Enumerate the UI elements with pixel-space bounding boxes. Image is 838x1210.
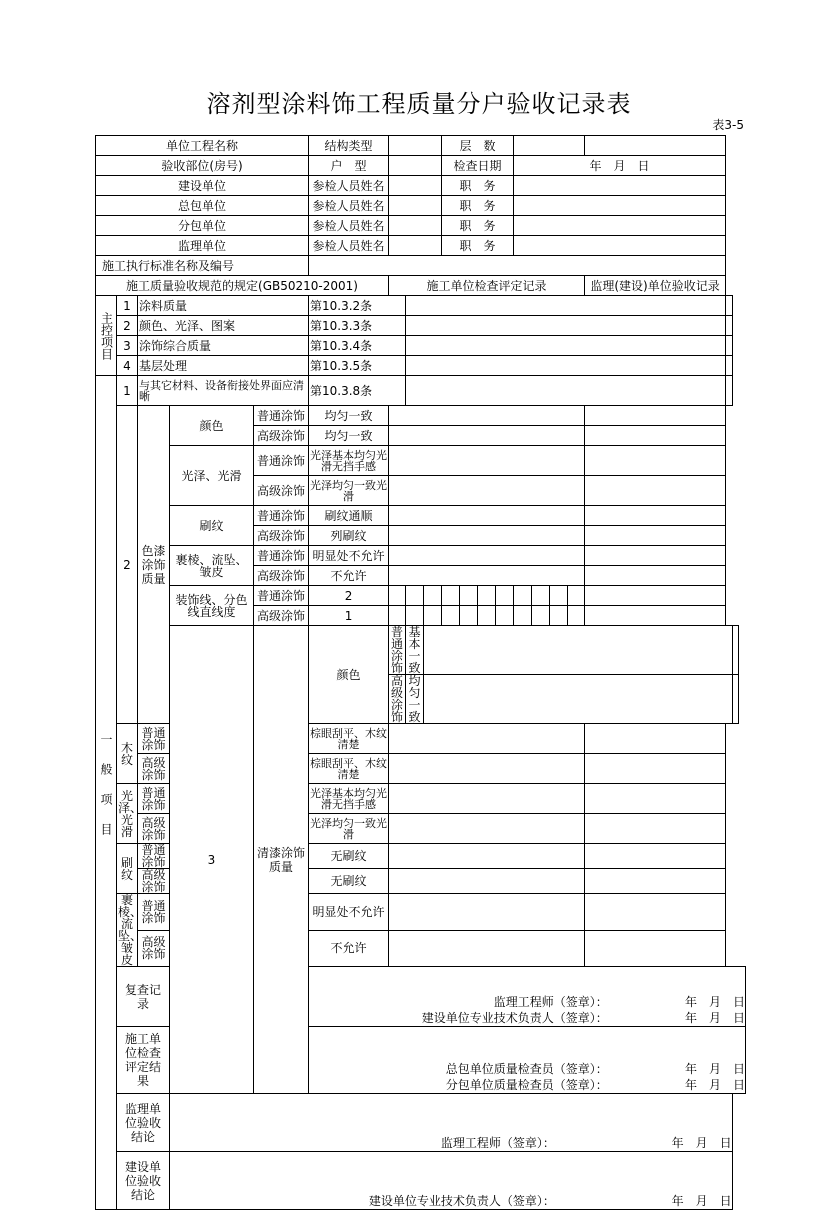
level-label: 高级涂饰 (254, 566, 309, 586)
item-clause: 第10.3.5条 (309, 356, 406, 376)
level-label: 普通涂饰 (138, 784, 170, 814)
measurement-cell[interactable] (478, 586, 496, 606)
item-number: 1 (117, 296, 138, 316)
construction-record-cell[interactable] (389, 784, 585, 814)
structure-type-label: 结构类型 (309, 136, 389, 156)
measurement-cell[interactable] (389, 606, 406, 626)
signature-role: 建设单位专业技术负责人（签章）： (421, 1011, 608, 1025)
supervision-record-cell[interactable] (585, 406, 726, 426)
requirement: 基本一致 (406, 626, 424, 675)
supervision-signature-area[interactable] (170, 1094, 733, 1152)
owner-signature-area[interactable] (170, 1152, 733, 1210)
varnish-label: 清漆涂饰质量 (254, 626, 309, 1094)
construction-signature-area[interactable] (309, 1027, 746, 1094)
construction-record-cell[interactable] (389, 844, 585, 869)
person-label: 参检人员姓名 (309, 196, 389, 216)
sub-item-name: 刷纹 (117, 844, 138, 894)
supervision-record-cell[interactable] (726, 316, 733, 336)
construction-record-cell[interactable] (406, 296, 726, 316)
supervision-record-cell[interactable] (585, 586, 726, 606)
level-label: 普通涂饰 (254, 546, 309, 566)
sub-item-name: 装饰线、分色线直线度 (170, 586, 254, 626)
measurement-cell[interactable] (532, 606, 550, 626)
measurement-cell[interactable] (568, 586, 585, 606)
level-label: 普通涂饰 (254, 506, 309, 526)
sub-item-name: 木纹 (117, 724, 138, 784)
requirement: 无刷纹 (309, 869, 389, 894)
person-label: 参检人员姓名 (309, 236, 389, 256)
supervision-record-cell[interactable] (585, 476, 726, 506)
duty-field[interactable] (514, 236, 726, 256)
supervision-record-cell[interactable] (732, 626, 739, 675)
item-clause: 第10.3.2条 (309, 296, 406, 316)
unit-label: 分包单位 (96, 216, 309, 236)
supervision-record-cell[interactable] (585, 546, 726, 566)
supervision-conclusion-label: 监理单位验收结论 (117, 1094, 170, 1152)
signature-role: 监理工程师（签章）： (440, 1136, 555, 1150)
construction-record-cell[interactable] (389, 930, 585, 967)
requirement: 明显处不允许 (309, 894, 389, 931)
measurement-cell[interactable] (389, 586, 406, 606)
measurement-cell[interactable] (514, 606, 532, 626)
unit-label: 监理单位 (96, 236, 309, 256)
requirement: 棕眼刮平、木纹清楚 (309, 724, 389, 754)
level-label: 高级涂饰 (254, 526, 309, 546)
construction-result-label: 施工单位检查评定结果 (117, 1027, 170, 1094)
duty-field[interactable] (514, 176, 726, 196)
level-label: 高级涂饰 (254, 476, 309, 506)
measurement-cell[interactable] (514, 586, 532, 606)
structure-type-field[interactable] (389, 136, 442, 156)
tolerance-value: 1 (309, 606, 389, 626)
floors-value-field[interactable] (585, 136, 726, 156)
measurement-cell[interactable] (442, 606, 460, 626)
construction-record-cell[interactable] (406, 356, 726, 376)
unit-label: 总包单位 (96, 196, 309, 216)
inspection-date-label: 检查日期 (442, 156, 514, 176)
person-label: 参检人员姓名 (309, 216, 389, 236)
supervision-record-cell[interactable] (732, 675, 739, 724)
person-field[interactable] (389, 236, 442, 256)
supervision-record-cell[interactable] (585, 844, 726, 869)
supervision-record-cell[interactable] (726, 376, 733, 406)
level-label: 高级涂饰 (254, 426, 309, 446)
construction-record-cell[interactable] (389, 546, 585, 566)
construction-record-cell[interactable] (389, 814, 585, 844)
measurement-cell[interactable] (532, 586, 550, 606)
floors-field[interactable] (514, 136, 585, 156)
measurement-cell[interactable] (568, 606, 585, 626)
level-label: 高级涂饰 (138, 869, 170, 894)
item-name: 颜色、光泽、图案 (138, 316, 309, 336)
supervision-record-cell[interactable] (585, 724, 726, 754)
inspection-date-field[interactable]: 年 月 日 (514, 156, 726, 176)
level-label: 高级涂饰 (254, 606, 309, 626)
requirement: 光泽基本均匀光滑无挡手感 (309, 446, 389, 476)
measurement-cell[interactable] (496, 586, 514, 606)
signature-date: 年 月 日 (684, 1011, 745, 1025)
item-number: 1 (117, 376, 138, 406)
signature-date: 年 月 日 (684, 1078, 745, 1092)
unit-label: 建设单位 (96, 176, 309, 196)
review-signature-area[interactable] (309, 967, 746, 1027)
construction-record-cell[interactable] (389, 476, 585, 506)
color-paint-label: 色漆涂饰质量 (138, 406, 170, 724)
signature-role: 监理工程师（签章）： (493, 995, 608, 1009)
sub-item-name: 颜色 (309, 626, 389, 724)
requirement: 明显处不允许 (309, 546, 389, 566)
person-label: 参检人员姓名 (309, 176, 389, 196)
person-field[interactable] (389, 216, 442, 236)
measurement-cell[interactable] (442, 586, 460, 606)
review-label: 复查记录 (117, 967, 170, 1027)
spec-column-header: 施工质量验收规范的规定(GB50210-2001) (96, 276, 389, 296)
measurement-cell[interactable] (406, 586, 424, 606)
requirement: 列刷纹 (309, 526, 389, 546)
signature-date: 年 月 日 (671, 1136, 732, 1150)
measurement-cell[interactable] (406, 606, 424, 626)
page-title: 溶剂型涂料饰工程质量分户验收记录表 (206, 90, 632, 118)
supervision-record-cell[interactable] (585, 426, 726, 446)
requirement: 均匀一致 (406, 675, 424, 724)
construction-record-cell[interactable] (389, 506, 585, 526)
form-code: 表3-5 (712, 118, 744, 132)
level-label: 普通涂饰 (138, 894, 170, 931)
main-items-group-label: 主控项目 (96, 296, 117, 376)
supervision-record-cell[interactable] (585, 754, 726, 784)
signature-date: 年 月 日 (684, 995, 745, 1009)
item-clause: 第10.3.4条 (309, 336, 406, 356)
measurement-cell[interactable] (496, 606, 514, 626)
item-name: 与其它材料、设备衔接处界面应清晰 (138, 376, 309, 406)
signature-role: 建设单位专业技术负责人（签章）： (368, 1194, 555, 1208)
construction-record-cell[interactable] (424, 675, 733, 724)
floors-label: 层 数 (442, 136, 514, 156)
requirement: 不允许 (309, 930, 389, 967)
owner-conclusion-label: 建设单位验收结论 (117, 1152, 170, 1210)
sub-item-name: 光泽、光滑 (170, 446, 254, 506)
supervision-record-cell[interactable] (585, 566, 726, 586)
construction-record-cell[interactable] (406, 336, 726, 356)
supervision-record-cell[interactable] (585, 814, 726, 844)
sub-item-name: 刷纹 (170, 506, 254, 546)
requirement: 不允许 (309, 566, 389, 586)
supervision-record-cell[interactable] (585, 869, 726, 894)
item-clause: 第10.3.8条 (309, 376, 406, 406)
measurement-cell[interactable] (424, 586, 442, 606)
supervision-record-header: 监理(建设)单位验收记录 (585, 276, 726, 296)
item-name: 基层处理 (138, 356, 309, 376)
construction-record-cell[interactable] (389, 869, 585, 894)
supervision-record-cell[interactable] (585, 606, 726, 626)
level-label: 高级涂饰 (138, 930, 170, 967)
inspection-form (95, 135, 746, 1210)
construction-record-cell[interactable] (389, 894, 585, 931)
level-label: 高级涂饰 (138, 754, 170, 784)
signature-role: 分包单位质量检查员（签章）： (445, 1078, 608, 1092)
house-type-label: 户 型 (309, 156, 389, 176)
supervision-record-cell[interactable] (585, 784, 726, 814)
duty-field[interactable] (514, 196, 726, 216)
standard-field[interactable] (309, 256, 726, 276)
level-label: 高级涂饰 (138, 814, 170, 844)
duty-label: 职 务 (442, 236, 514, 256)
supervision-record-cell[interactable] (585, 894, 726, 931)
item-clause: 第10.3.3条 (309, 316, 406, 336)
sub-item-name: 光泽、光滑 (117, 784, 138, 844)
duty-label: 职 务 (442, 176, 514, 196)
supervision-record-cell[interactable] (726, 336, 733, 356)
item-name: 涂料质量 (138, 296, 309, 316)
duty-field[interactable] (514, 216, 726, 236)
item-number: 3 (117, 336, 138, 356)
level-label: 普通涂饰 (138, 844, 170, 869)
construction-record-cell[interactable] (389, 446, 585, 476)
supervision-record-cell[interactable] (726, 296, 733, 316)
requirement: 光泽基本均匀光滑无挡手感 (309, 784, 389, 814)
construction-record-cell[interactable] (424, 626, 733, 675)
level-label: 高级涂饰 (389, 675, 406, 724)
requirement: 光泽均匀一致光滑 (309, 814, 389, 844)
tolerance-value: 2 (309, 586, 389, 606)
construction-record-cell[interactable] (406, 376, 726, 406)
level-label: 普通涂饰 (389, 626, 406, 675)
person-field[interactable] (389, 196, 442, 216)
measurement-cell[interactable] (460, 606, 478, 626)
measurement-cell[interactable] (424, 606, 442, 626)
item-number: 3 (170, 626, 254, 1094)
measurement-cell[interactable] (460, 586, 478, 606)
supervision-record-cell[interactable] (585, 930, 726, 967)
requirement: 棕眼刮平、木纹清楚 (309, 754, 389, 784)
duty-label: 职 务 (442, 196, 514, 216)
level-label: 普通涂饰 (254, 406, 309, 426)
supervision-record-cell[interactable] (585, 526, 726, 546)
construction-record-cell[interactable] (389, 526, 585, 546)
signature-date: 年 月 日 (671, 1194, 732, 1208)
requirement: 光泽均匀一致光滑 (309, 476, 389, 506)
construction-record-cell[interactable] (389, 406, 585, 426)
supervision-record-cell[interactable] (585, 446, 726, 476)
supervision-record-cell[interactable] (726, 356, 733, 376)
item-number: 2 (117, 316, 138, 336)
sub-item-name: 裹棱、流坠、皱皮 (118, 893, 143, 967)
measurement-cell[interactable] (550, 606, 568, 626)
inspection-part-label: 验收部位(房号) (96, 156, 309, 176)
item-name: 涂饰综合质量 (138, 336, 309, 356)
requirement: 刷纹通顺 (309, 506, 389, 526)
measurement-cell[interactable] (478, 606, 496, 626)
level-label: 普通涂饰 (138, 724, 170, 754)
sub-item-name: 颜色 (170, 406, 254, 446)
requirement: 均匀一致 (309, 426, 389, 446)
item-number: 2 (117, 406, 138, 724)
construction-record-cell[interactable] (389, 724, 585, 754)
project-name-label: 单位工程名称 (96, 136, 309, 156)
duty-label: 职 务 (442, 216, 514, 236)
sub-item-name: 裹棱、流坠、皱皮 (170, 546, 254, 586)
signature-role: 总包单位质量检查员（签章）： (445, 1062, 608, 1076)
construction-record-header: 施工单位检查评定记录 (389, 276, 585, 296)
person-field[interactable] (389, 176, 442, 196)
standard-label: 施工执行标准名称及编号 (96, 256, 309, 276)
signature-date: 年 月 日 (684, 1062, 745, 1076)
supervision-record-cell[interactable] (585, 506, 726, 526)
general-items-group-label: 一般项目 (96, 376, 117, 1210)
level-label: 普通涂饰 (254, 586, 309, 606)
construction-record-cell[interactable] (389, 566, 585, 586)
house-type-field[interactable] (389, 156, 442, 176)
measurement-cell[interactable] (550, 586, 568, 606)
construction-record-cell[interactable] (406, 316, 726, 336)
construction-record-cell[interactable] (389, 754, 585, 784)
requirement: 均匀一致 (309, 406, 389, 426)
requirement: 无刷纹 (309, 844, 389, 869)
level-label: 普通涂饰 (254, 446, 309, 476)
construction-record-cell[interactable] (389, 426, 585, 446)
item-number: 4 (117, 356, 138, 376)
